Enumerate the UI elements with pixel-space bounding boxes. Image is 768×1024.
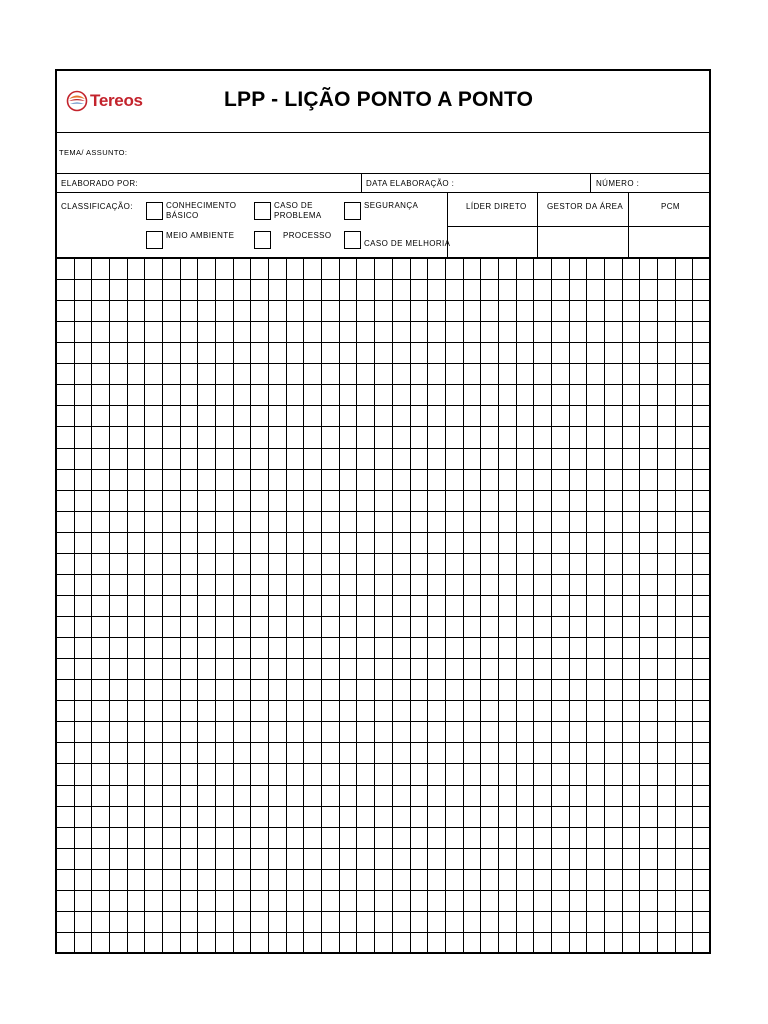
- data-elaboracao-label: DATA ELABORAÇÃO :: [366, 179, 455, 188]
- logo-text: Tereos: [90, 91, 143, 110]
- approval-separator-3: [628, 192, 629, 257]
- numero-separator: [590, 173, 591, 192]
- caso-problema-checkbox[interactable]: [254, 202, 271, 220]
- meio-ambiente-checkbox[interactable]: [146, 231, 163, 249]
- gestor-area-header: GESTOR DA ÁREA: [547, 202, 624, 211]
- tema-divider: [56, 173, 710, 174]
- caso-problema-label-line1: CASO DE: [274, 201, 313, 210]
- approval-divider: [447, 226, 710, 227]
- seguranca-label: SEGURANÇA: [364, 201, 419, 210]
- tereos-logo-icon: [66, 90, 88, 112]
- caso-melhoria-label: CASO DE MELHORIA: [364, 239, 451, 248]
- elaborado-label: ELABORADO POR:: [61, 179, 139, 188]
- caso-problema-label-line2: PROBLEMA: [274, 211, 322, 220]
- header-divider: [56, 132, 710, 133]
- elaborado-separator: [361, 173, 362, 192]
- tereos-logo: [66, 89, 146, 113]
- processo-label: PROCESSO: [283, 231, 332, 240]
- page-title: LPP - LIÇÃO PONTO A PONTO: [224, 88, 534, 111]
- classificacao-label: CLASSIFICAÇÃO:: [61, 202, 133, 211]
- elaborado-divider: [56, 192, 710, 193]
- conhecimento-checkbox[interactable]: [146, 202, 163, 220]
- pcm-header: PCM: [661, 202, 680, 211]
- processo-checkbox[interactable]: [254, 231, 271, 249]
- lider-direto-header: LÍDER DIRETO: [466, 202, 527, 211]
- approval-separator-2: [537, 192, 538, 257]
- seguranca-checkbox[interactable]: [344, 202, 361, 220]
- meio-ambiente-label: MEIO AMBIENTE: [166, 231, 235, 240]
- caso-melhoria-checkbox[interactable]: [344, 231, 361, 249]
- conhecimento-label-line2: BÁSICO: [166, 211, 199, 220]
- numero-label: NÚMERO :: [596, 179, 640, 188]
- drawing-grid: [56, 258, 710, 953]
- conhecimento-label-line1: CONHECIMENTO: [166, 201, 237, 210]
- tema-label: TEMA/ ASSUNTO:: [59, 148, 128, 157]
